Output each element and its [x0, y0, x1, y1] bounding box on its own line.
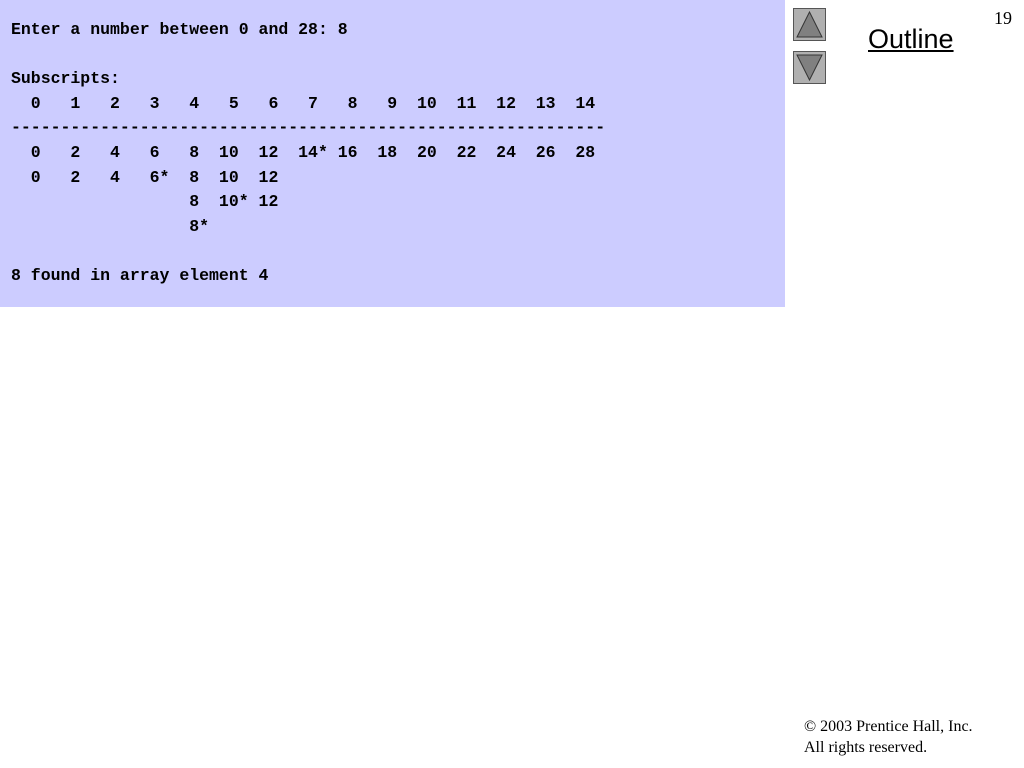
console-line-prompt: Enter a number between 0 and 28: 8	[11, 20, 348, 39]
console-line-blank	[11, 239, 605, 264]
console-line-subscripts-label: Subscripts:	[11, 69, 120, 89]
copyright-notice	[804, 716, 973, 758]
slide-number: 19	[994, 8, 1012, 28]
console-line-separator: ------------------------------------------------------------	[11, 118, 606, 138]
triangle-down-icon	[794, 52, 825, 83]
copyright-line-2: All rights reserved.	[804, 739, 928, 756]
console-output	[11, 18, 605, 289]
console-line-array-row-3: 8 10* 12	[11, 192, 279, 212]
program-output-panel	[0, 0, 785, 307]
outline-link[interactable]: Outline	[868, 24, 954, 54]
console-line-subscripts-header: 0 1 2 3 4 5 6 7 8 9 10 11 12 13 14	[11, 93, 596, 113]
console-line-array-row-2: 0 2 4 6* 8 10 12	[11, 167, 279, 187]
next-slide-button[interactable]	[793, 51, 826, 84]
copyright-line-1: © 2003 Prentice Hall, Inc.	[804, 718, 973, 735]
triangle-up-icon	[794, 9, 825, 40]
console-line-array-row-1: 0 2 4 6 8 10 12 14* 16 18 20 22 24 26 28	[11, 142, 596, 162]
console-line-result: 8 found in array element 4	[11, 265, 269, 285]
console-line-array-row-4: 8*	[11, 216, 210, 236]
previous-slide-button[interactable]	[793, 8, 826, 41]
console-line-blank	[11, 43, 605, 68]
